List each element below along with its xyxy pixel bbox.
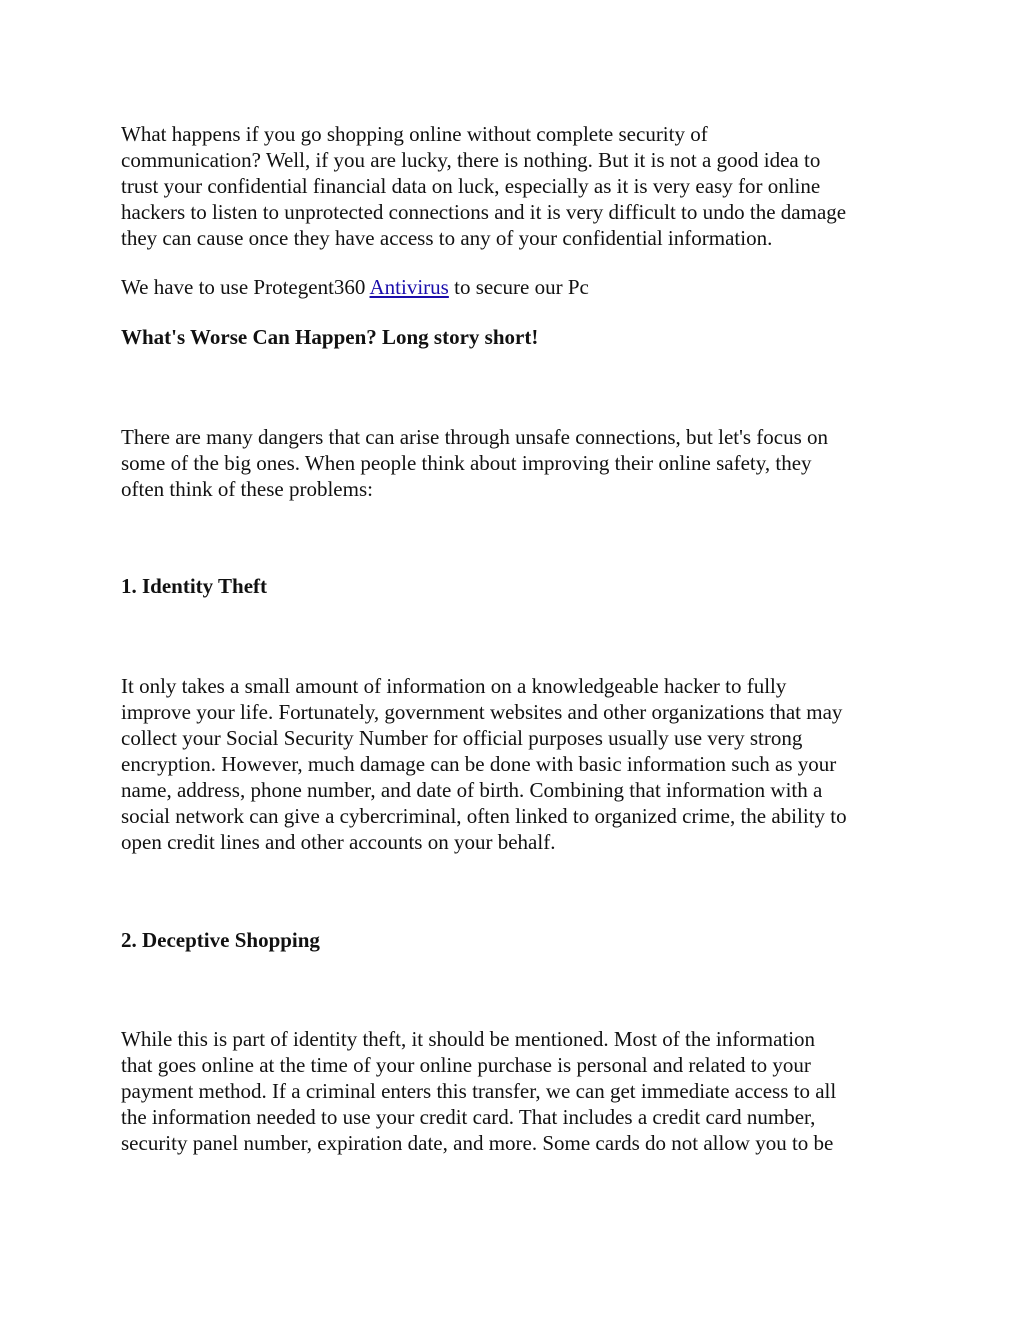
- section2-line: While this is part of identity theft, it should be mentioned. Most of the information: [121, 1027, 816, 1051]
- dangers-line: often think of these problems:: [121, 477, 373, 501]
- section1-line: social network can give a cybercriminal, often linked to organized crime, the ability to: [121, 804, 847, 828]
- section2-heading-text: 2. Deceptive Shopping: [121, 928, 320, 952]
- main-heading: [121, 324, 921, 350]
- section1-line: improve your life. Fortunately, government websites and other organizations that may: [121, 700, 843, 724]
- section1-line: encryption. However, much damage can be done with basic information such as your: [121, 752, 837, 776]
- section1-line: name, address, phone number, and date of birth. Combining that information with a: [121, 778, 823, 802]
- section2-line: security panel number, expiration date, and more. Some cards do not allow you to be: [121, 1131, 834, 1155]
- intro-paragraph: [121, 121, 921, 251]
- intro-line: they can cause once they have access to any of your confidential information.: [121, 226, 773, 250]
- dangers-paragraph: [121, 424, 921, 502]
- dangers-line: There are many dangers that can arise through unsafe connections, but let's focus on: [121, 425, 829, 449]
- main-heading-text: What's Worse Can Happen? Long story short!: [121, 325, 539, 349]
- section2-line: payment method. If a criminal enters this transfer, we can get immediate access to all: [121, 1079, 837, 1103]
- intro-line: hackers to listen to unprotected connections and it is very difficult to undo the damage: [121, 200, 847, 224]
- section2-line: the information needed to use your credit card. That includes a credit card number,: [121, 1105, 816, 1129]
- antivirus-paragraph: [121, 274, 921, 300]
- section1-line: collect your Social Security Number for official purposes usually use very strong: [121, 726, 803, 750]
- section1-line: open credit lines and other accounts on your behalf.: [121, 830, 556, 854]
- section1-heading: [121, 573, 921, 599]
- antivirus-text-before: We have to use Protegent360: [121, 275, 370, 299]
- section2-line: that goes online at the time of your online purchase is personal and related to your: [121, 1053, 811, 1077]
- section2-heading: [121, 927, 921, 953]
- intro-line: communication? Well, if you are lucky, there is nothing. But it is not a good idea to: [121, 148, 821, 172]
- section2-paragraph: [121, 1026, 921, 1156]
- intro-line: trust your confidential financial data on luck, especially as it is very easy for online: [121, 174, 821, 198]
- antivirus-line: [121, 274, 921, 300]
- section1-heading-text: 1. Identity Theft: [121, 574, 268, 598]
- section1-paragraph: [121, 673, 921, 855]
- intro-line: What happens if you go shopping online without complete security of: [121, 122, 708, 146]
- antivirus-text-after: to secure our Pc: [448, 275, 589, 299]
- antivirus-link[interactable]: Antivirus: [369, 275, 449, 299]
- section1-line: It only takes a small amount of information on a knowledgeable hacker to fully: [121, 674, 787, 698]
- dangers-line: some of the big ones. When people think about improving their online safety, they: [121, 451, 812, 475]
